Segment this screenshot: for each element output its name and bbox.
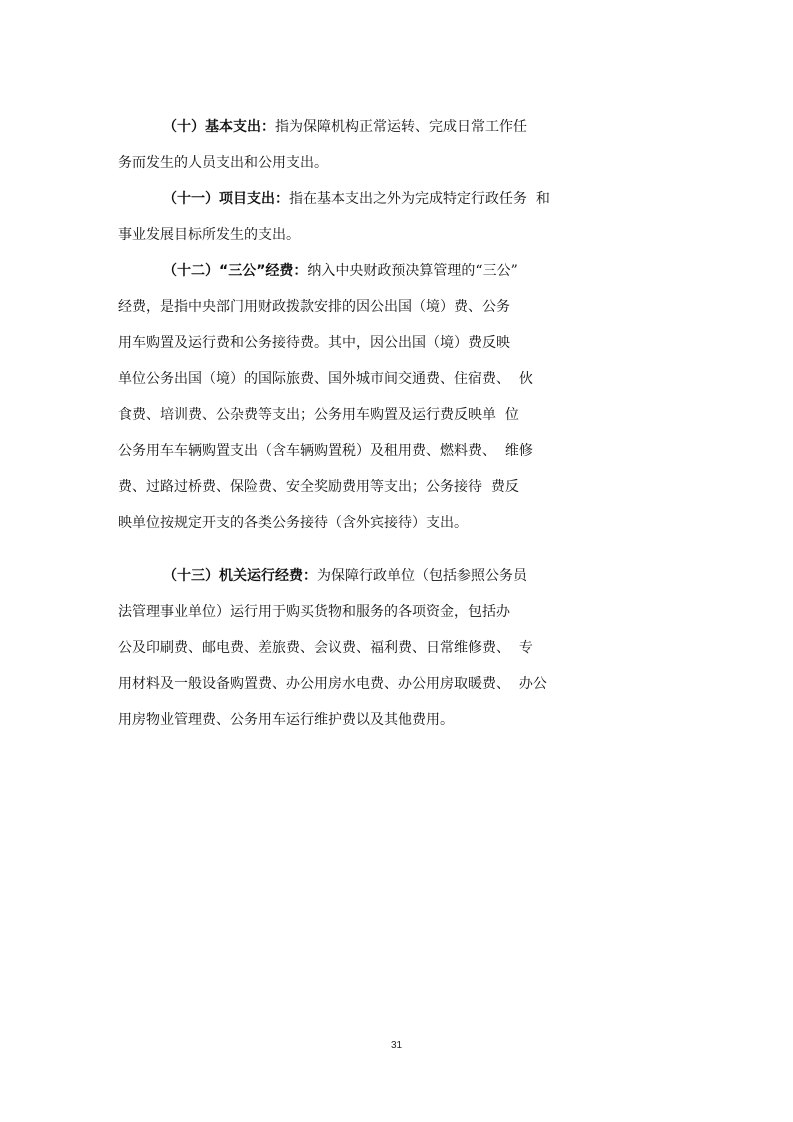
section-10-text: 指为保障机构正常运转、完成日常工作任 — [275, 119, 527, 135]
section-10-line-1 — [0, 109, 793, 145]
section-12-heading: （十二）“三公”经费： — [163, 263, 308, 279]
section-12-line-6: 公务用车车辆购置支出（含车辆购置税）及租用费、燃料费、 维修 — [118, 443, 533, 459]
section-13-line-1 — [0, 558, 793, 594]
section-11-line-2: 事业发展目标所发生的支出。 — [118, 227, 300, 243]
section-12-line-1 — [0, 253, 793, 289]
section-13-line-3: 公及印刷费、邮电费、差旅费、会议费、福利费、日常维修费、 专 — [118, 640, 533, 656]
section-11-line-1 — [0, 181, 793, 217]
section-12-line-7: 费、过路过桥费、保险费、安全奖励费用等支出；公务接待 费反 — [118, 479, 519, 495]
section-13-line-2: 法管理事业单位）运行用于购买货物和服务的各项资金，包括办 — [118, 604, 510, 620]
section-13-line-4: 用材料及一般设备购置费、办公用房水电费、办公用房取暖费、 办公 — [118, 676, 547, 692]
section-13-text: 为保障行政单位（包括参照公务员 — [317, 568, 527, 584]
section-12-line-8: 映单位按规定开支的各类公务接待（含外宾接待）支出。 — [118, 515, 468, 531]
section-10-line-2: 务而发生的人员支出和公用支出。 — [118, 155, 328, 171]
section-12-line-5: 食费、培训费、公杂费等支出；公务用车购置及运行费反映单 位 — [118, 407, 519, 423]
section-11-heading: （十一）项目支出： — [163, 191, 289, 207]
page-number: 31 — [390, 1040, 403, 1051]
section-12-line-2: 经费，是指中央部门用财政拨款安排的因公出国（境）费、公务 — [118, 299, 510, 315]
section-13-line-5: 用房物业管理费、公务用车运行维护费以及其他费用。 — [118, 712, 454, 728]
section-12-line-3: 用车购置及运行费和公务接待费。其中，因公出国（境）费反映 — [118, 335, 510, 351]
section-12-line-4: 单位公务出国（境）的国际旅费、国外城市间交通费、住宿费、 伙 — [118, 371, 533, 387]
section-13-heading: （十三）机关运行经费： — [163, 568, 317, 584]
section-11-text: 指在基本支出之外为完成特定行政任务 和 — [289, 191, 550, 207]
section-10-heading: （十）基本支出： — [163, 119, 275, 135]
section-12-text: 纳入中央财政预决算管理的“三公” — [307, 263, 518, 279]
